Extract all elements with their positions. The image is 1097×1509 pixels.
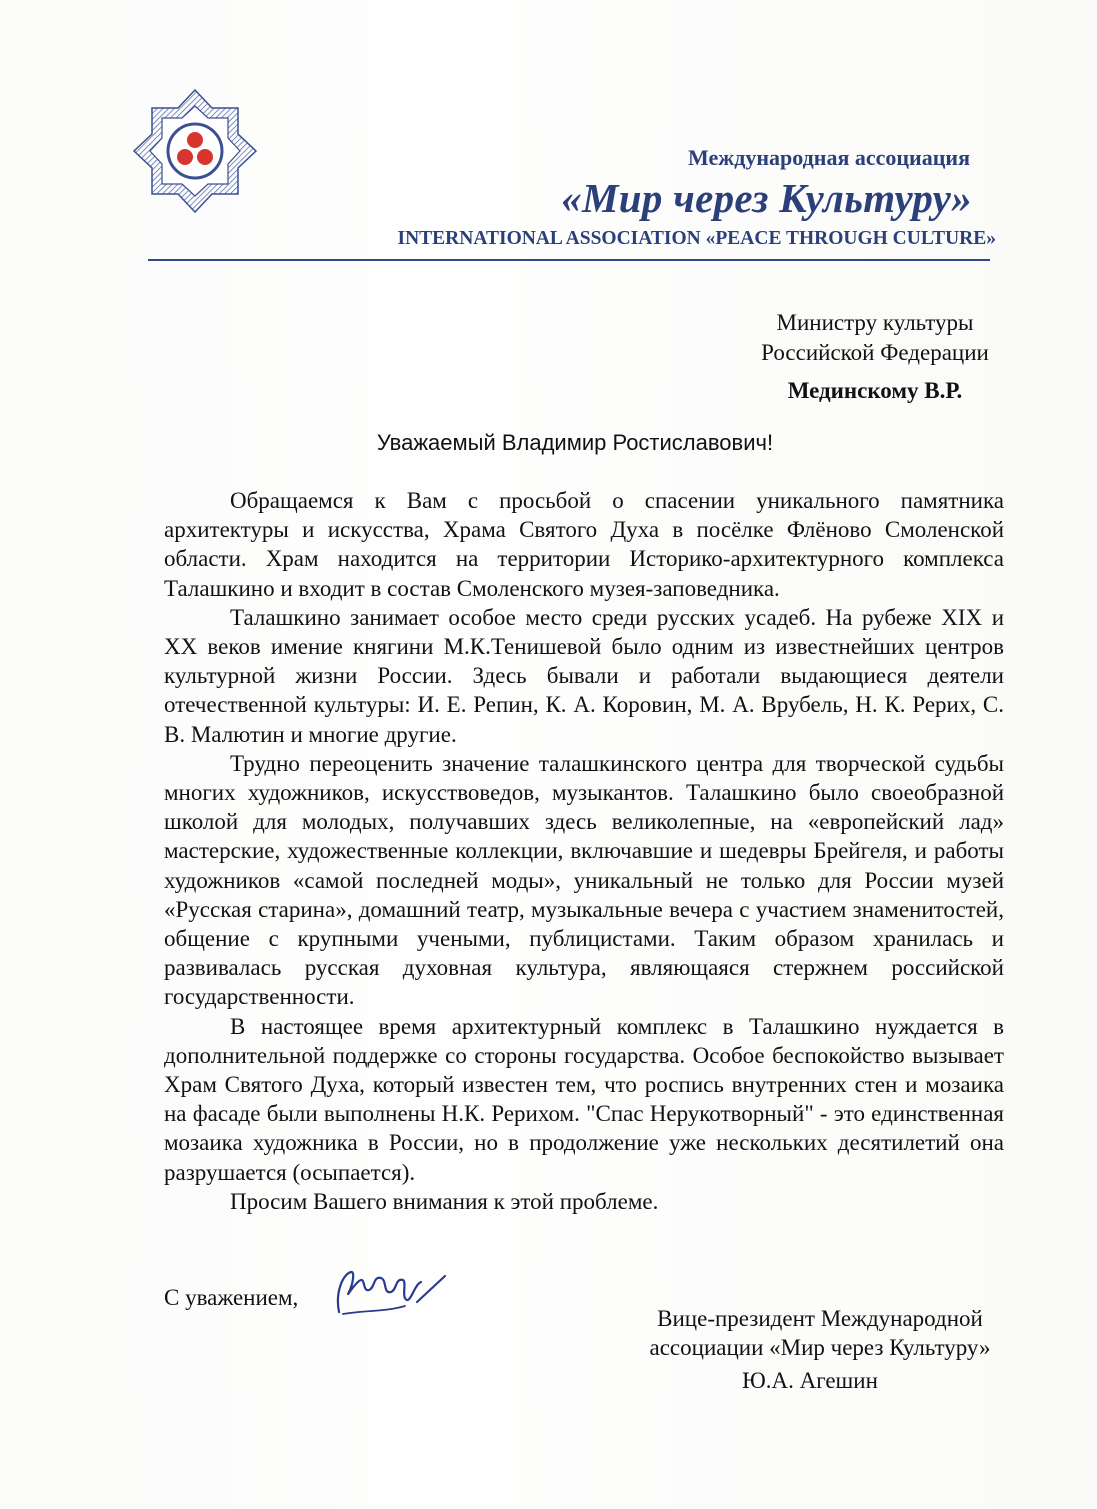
addressee-line-1: Министру культуры (776, 310, 974, 335)
addressee-line-2: Российской Федерации (761, 340, 989, 365)
paragraph: Просим Вашего внимания к этой проблеме. (230, 1188, 659, 1214)
signer-title-1: Вице-президент Международной (657, 1306, 983, 1331)
banner-of-peace-icon (132, 88, 258, 214)
paragraph: Трудно переоценить значение талашкинского центра для творческой судьбы многих художников, искусствоведов, музыкантов. Талашкино было своеобразной школой для молодых, получавших здесь великолепные, на «европейский лад» мастерские, художественные коллекции, включавшие и шедевры Брейгеля, и работы художников «самой последней моды», уникальный не только для России музей «Русская старина», домашний театр, музыкальные вечера с участием знаменитостей, общение с крупными учеными, публицистами. Таким образом хранилась и развивалась русская духовная культура, являющаяся стержнем российской государственности. (164, 750, 1004, 1010)
paragraph: Обращаемся к Вам с просьбой о спасении уникального памятника архитектуры и искусства, Храма Святого Духа в посёлке Флёново Смоленской области. Храм находится на территории Историко-архитектурного комплекса Талашкино и входит в состав Смоленского музея-заповедника. (164, 488, 1004, 601)
letterhead-divider (148, 259, 990, 261)
signature (325, 1262, 450, 1327)
paragraph: В настоящее время архитектурный комплекс в Талашкино нуждается в дополнительной поддержке со стороны государства. Особое беспокойство вызывает Храм Святого Духа, который известен тем, что роспись внутренних стен и мозаика на фасаде были выполнены Н.К. Рерихом. "Спас Нерукотворный" - это единственная мозаика художника в России, но в продолжение уже нескольких десятилетий она разрушается (осыпается). (164, 1013, 1004, 1185)
org-title: «Мир через Культуру» (561, 175, 972, 221)
org-name-en: INTERNATIONAL ASSOCIATION «PEACE THROUGH CULTURE» (397, 228, 996, 249)
paragraph: Талашкино занимает особое место среди русских усадеб. На рубеже XIX и XX веков имение княгини М.К.Тенишевой было одним из известнейших центров культурной жизни России. Здесь бывали и работали выдающиеся деятели отечественной культуры: И. Е. Репин, К. А. Коровин, М. А. Врубель, Н. К. Рерих, С. В. Малютин и многие другие. (164, 604, 1004, 747)
signer-title-2: ассоциации «Мир через Культуру» (649, 1335, 991, 1360)
closing: С уважением, (164, 1285, 299, 1310)
salutation: Уважаемый Владимир Ростиславович! (376, 430, 774, 455)
org-name-ru: Международная ассоциация (688, 145, 970, 170)
addressee-name: Мединскому В.Р. (787, 378, 963, 403)
signer-name: Ю.А. Агешин (742, 1368, 878, 1393)
letter-body (164, 486, 1004, 1216)
